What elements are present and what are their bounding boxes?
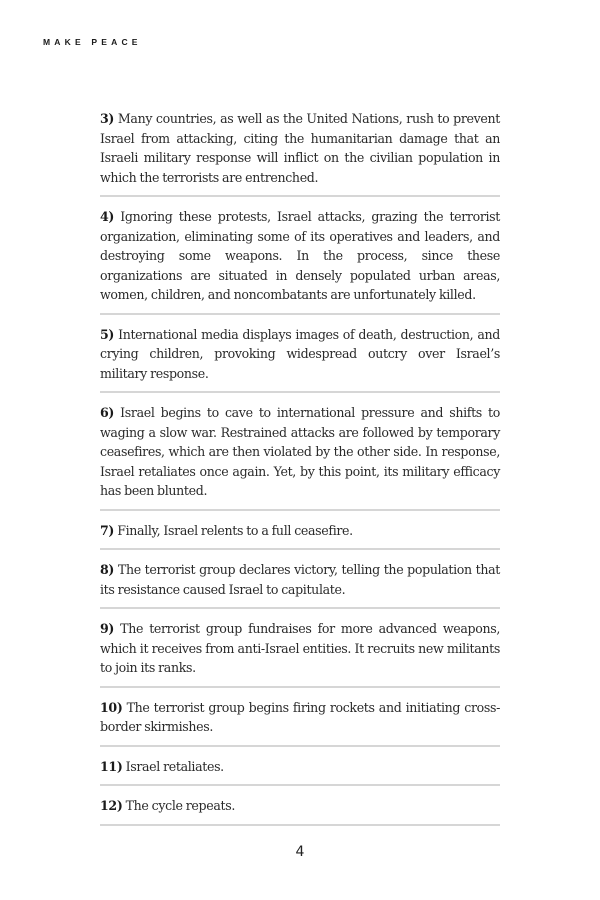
step-text: Israel retaliates. bbox=[125, 758, 224, 774]
step-number: 10) bbox=[100, 699, 123, 715]
step-list bbox=[100, 109, 500, 836]
step-item bbox=[100, 521, 500, 551]
step-item bbox=[100, 207, 500, 315]
page-number: 4 bbox=[295, 844, 305, 860]
step-text: Many countries, as well as the United Nations, rush to prevent Israel from attacking, citing the humanitarian damage that an Israeli military response will inflict on the civilian population in which the terrorists are entrenched. bbox=[100, 111, 500, 185]
step-number: 9) bbox=[100, 621, 115, 636]
step-text: Ignoring these protests, Israel attacks, grazing the terrorist organization, eliminating some of its operatives and leaders, and destroying some weapons. In the process, since these organizations are situated in densely populated urban areas, women, children, and noncombatants are unfortunately killed. bbox=[100, 209, 500, 302]
step-number: 4) bbox=[100, 209, 115, 224]
running-head: MAKE PEACE bbox=[43, 37, 142, 47]
step-item bbox=[100, 619, 500, 688]
step-item bbox=[100, 325, 500, 394]
step-number: 3) bbox=[100, 111, 115, 126]
step-item bbox=[100, 560, 500, 609]
step-text: International media displays images of death, destruction, and crying children, provoking widespread outcry over Israel’s military response. bbox=[100, 326, 500, 381]
step-item bbox=[100, 403, 500, 511]
step-item bbox=[100, 698, 500, 747]
step-text: The terrorist group declares victory, telling the population that its resistance caused Israel to capitulate. bbox=[100, 562, 500, 597]
step-text: The terrorist group begins firing rockets and initiating cross-border skirmishes. bbox=[100, 699, 500, 734]
step-text: The terrorist group fundraises for more advanced weapons, which it receives from anti-Israel entities. It recruits new militants to join its ranks. bbox=[100, 621, 500, 675]
step-item bbox=[100, 109, 500, 197]
step-item bbox=[100, 757, 500, 787]
step-number: 8) bbox=[100, 562, 115, 577]
step-number: 11) bbox=[100, 758, 123, 774]
step-item bbox=[100, 796, 500, 826]
step-number: 6) bbox=[100, 405, 115, 420]
step-number: 12) bbox=[100, 798, 123, 813]
step-text: The cycle repeats. bbox=[125, 798, 235, 813]
step-number: 7) bbox=[100, 522, 115, 538]
step-text: Finally, Israel relents to a full ceasefire. bbox=[117, 522, 353, 538]
step-text: Israel begins to cave to international pressure and shifts to waging a slow war. Restrained attacks are followed by temporary ceasefires, which are then violated by the other side. In response, Israel retaliates once again. Yet, by this point, its military efficacy has been blunted. bbox=[100, 405, 501, 498]
step-number: 5) bbox=[100, 326, 115, 342]
